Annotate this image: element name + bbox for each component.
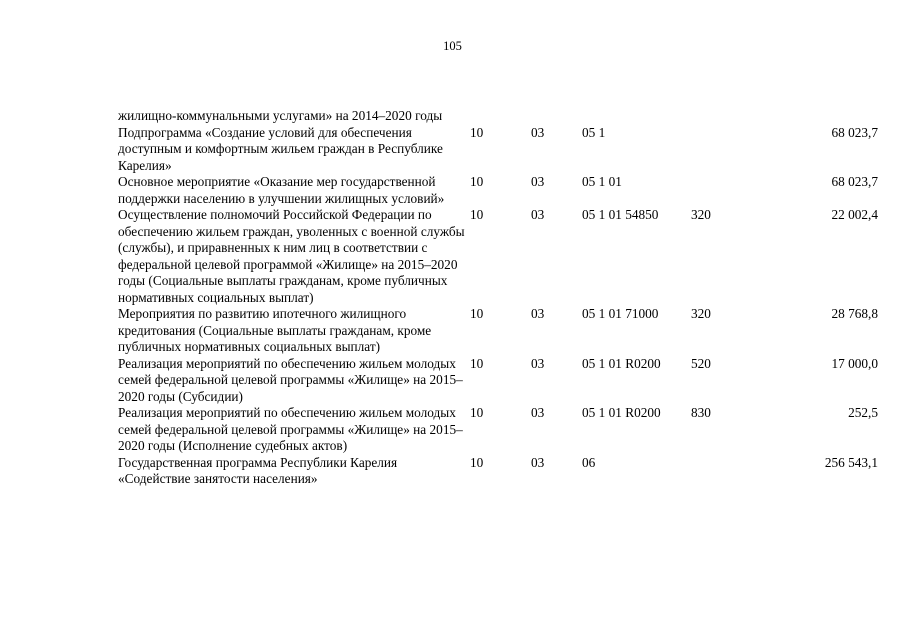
row-expense-type: 320 (691, 207, 711, 222)
row-subsection: 03 (531, 174, 545, 189)
row-subsection: 03 (531, 124, 545, 140)
row-expense-type (691, 108, 751, 125)
row-target-article: 05 1 01 54850 (582, 207, 659, 222)
row-expense-type: 830 (691, 405, 711, 420)
page-number: 105 (443, 39, 462, 53)
row-target-article: 05 1 01 R0200 (582, 355, 661, 371)
row-section: 10 (470, 124, 484, 140)
row-subsection: 03 (531, 454, 545, 470)
row-amount (751, 108, 878, 125)
row-name: Осуществление полномочий Российской Федерации по обеспечению жильем граждан, уволенных с военной службы (службы), и приравненных к ним лиц в соответствии с федеральной целевой программой «Жилище» на 2015–2020 годы (Социальные выплаты гражданам, кроме публичных нормативных социальных выплат) (118, 207, 465, 305)
table-row (118, 405, 878, 455)
budget-table (118, 108, 878, 488)
row-name: Подпрограмма «Создание условий для обеспечения доступным и комфортным жильем граждан в Республике Карелия» (118, 124, 443, 173)
row-name: Реализация мероприятий по обеспечению жильем молодых семей федеральной целевой программы «Жилище» на 2015–2020 годы (Исполнение судебных актов) (118, 405, 463, 453)
row-expense-type (691, 174, 751, 207)
row-expense-type: 320 (691, 306, 711, 321)
row-target-article: 05 1 01 (582, 174, 622, 189)
row-amount: 22 002,4 (831, 207, 878, 222)
row-name: жилищно-коммунальными услугами» на 2014–2020 годы (118, 108, 443, 123)
row-subsection: 03 (531, 306, 545, 321)
table-row (118, 108, 878, 125)
row-target-article: 06 (582, 454, 596, 470)
row-subsection: 03 (531, 207, 545, 222)
row-expense-type (691, 125, 751, 175)
row-name: Государственная программа Республики Карелия «Содействие занятости населения» (118, 454, 398, 486)
table-row (118, 306, 878, 356)
row-subsection (531, 108, 582, 125)
row-section: 10 (470, 174, 484, 189)
table-row (118, 174, 878, 207)
row-name: Основное мероприятие «Оказание мер государственной поддержки населению в улучшении жилищных условий» (118, 174, 445, 206)
row-subsection: 03 (531, 355, 545, 371)
row-section: 10 (470, 454, 484, 470)
row-amount: 256 543,1 (824, 454, 878, 470)
row-expense-type (691, 455, 751, 488)
table-row (118, 356, 878, 406)
row-name: Мероприятия по развитию ипотечного жилищного кредитования (Социальные выплаты гражданам, кроме публичных нормативных социальных выплат) (118, 306, 432, 354)
row-target-article: 05 1 01 71000 (582, 306, 659, 321)
row-section (470, 108, 531, 125)
table-body (118, 108, 878, 488)
row-amount: 68 023,7 (831, 124, 878, 140)
row-amount: 68 023,7 (831, 174, 878, 189)
row-amount: 252,5 (848, 405, 878, 420)
row-section: 10 (470, 207, 484, 222)
row-section: 10 (470, 405, 484, 420)
row-expense-type: 520 (691, 355, 711, 371)
table-row (118, 125, 878, 175)
table-row (118, 207, 878, 306)
row-target-article (582, 108, 691, 125)
row-amount: 17 000,0 (831, 355, 878, 371)
row-section: 10 (470, 306, 484, 321)
row-name: Реализация мероприятий по обеспечению жильем молодых семей федеральной целевой программы «Жилище» на 2015–2020 годы (Субсидии) (118, 355, 463, 404)
table-row (118, 455, 878, 488)
row-subsection: 03 (531, 405, 545, 420)
row-amount: 28 768,8 (831, 306, 878, 321)
row-section: 10 (470, 355, 484, 371)
row-target-article: 05 1 01 R0200 (582, 405, 661, 420)
row-target-article: 05 1 (582, 124, 606, 140)
